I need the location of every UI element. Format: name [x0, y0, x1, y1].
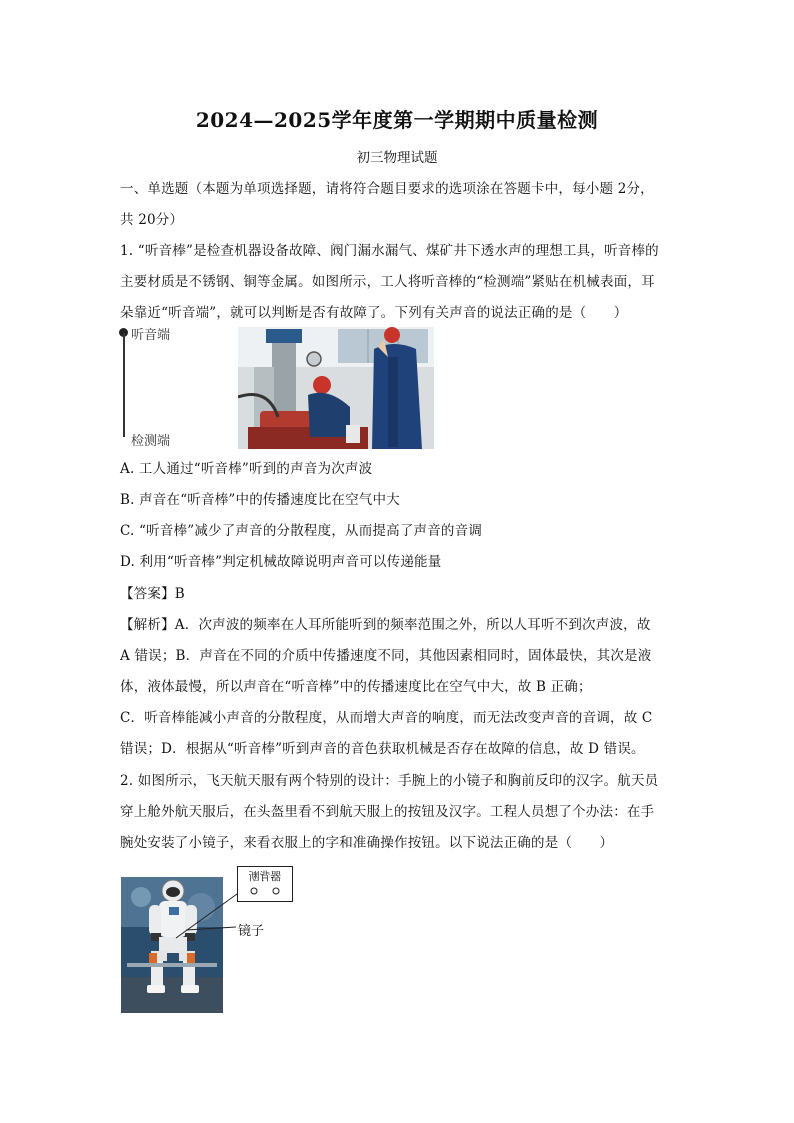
button-circles	[238, 884, 292, 898]
q2-stem-line-1: 2. 如图所示，飞天航天服有两个特别的设计：手腕上的小镜子和胸前反印的汉字。航天员	[120, 773, 659, 789]
q1-analysis-line-4: C．听音棒能减小声音的分散程度，从而增大声音的响度，而无法改变声音的音调，故 C	[120, 710, 653, 726]
section-heading-line-1: 一、单选题（本题为单项选择题，请将符合题目要求的选项涂在答题卡中，每小题 2分，	[120, 181, 654, 197]
page-title: 2024—2025学年度第一学期期中质量检测	[195, 108, 599, 132]
listening-end-label: 听音端	[131, 328, 171, 343]
mirrored-characters: 器背断	[248, 870, 282, 883]
q1-analysis-line-5: 错误；D．根据从“听音棒”听到声音的音色获取机械是否存在故障的信息，故 D 错误。	[120, 741, 645, 757]
q1-answer: 【答案】B	[120, 586, 185, 602]
q1-option-c: C. “听音棒”减少了声音的分散程度，从而提高了声音的音调	[120, 523, 483, 539]
q2-stem-line-3: 腕处安装了小镜子，来看衣服上的字和准确操作按钮。以下说法正确的是（ ）	[120, 835, 614, 851]
q1-option-d: D. 利用“听音棒”判定机械故障说明声音可以传递能量	[120, 554, 442, 570]
q1-analysis-line-1: 【解析】A．次声波的频率在人耳所能听到的频率范围之外，所以人耳听不到次声波，故	[120, 617, 651, 633]
q1-analysis-line-2: A 错误；B．声音在不同的介质中传播速度不同，其他因素相同时，固体最快，其次是液	[120, 648, 652, 664]
q1-option-b: B. 声音在“听音棒”中的传播速度比在空气中大	[120, 492, 400, 508]
detecting-end-label: 检测端	[131, 434, 171, 449]
page-subtitle: 初三物理试题	[356, 150, 438, 166]
section-heading-line-2: 共 20分）	[120, 212, 184, 228]
q1-stem-line-1: 1. “听音棒”是检查机器设备故障、阀门漏水漏气、煤矿井下透水声的理想工具，听音棒的	[120, 243, 659, 259]
q1-stem-line-2: 主要材质是不锈钢、铜等金属。如图所示，工人将听音棒的“检测端”紧贴在机械表面，耳	[120, 274, 655, 290]
q1-stem-line-3: 朵靠近“听音端”，就可以判断是否有故障了。下列有关声音的说法正确的是（ ）	[120, 305, 628, 321]
q1-analysis-line-3: 体，液体最慢，所以声音在“听音棒”中的传播速度比在空气中大，故 B 正确；	[120, 679, 592, 695]
mirror-label: 镜子	[238, 924, 265, 939]
q2-stem-line-2: 穿上舱外航天服后，在头盔里看不到航天服上的按钮及汉字。工程人员想了个办法：在手	[120, 804, 655, 820]
mirror-text-box	[237, 866, 293, 902]
q1-option-a: A. 工人通过“听音棒”听到的声音为次声波	[120, 461, 373, 477]
